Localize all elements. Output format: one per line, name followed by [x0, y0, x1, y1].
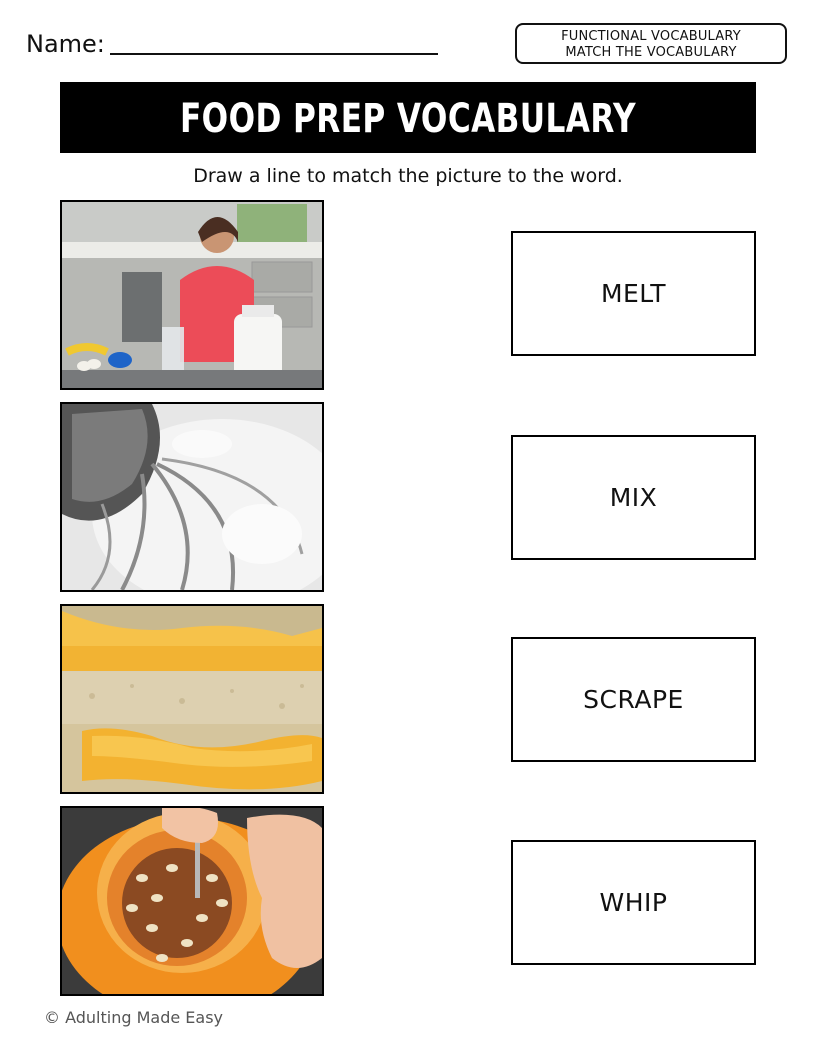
name-label: Name: — [26, 30, 105, 58]
title-banner — [60, 82, 756, 153]
picture-mix[interactable] — [60, 200, 324, 390]
category-badge — [515, 23, 787, 64]
badge-line-1: FUNCTIONAL VOCABULARY — [561, 29, 741, 44]
name-line[interactable] — [110, 53, 438, 55]
picture-whip[interactable] — [60, 402, 324, 592]
instructions: Draw a line to match the picture to the word. — [193, 165, 623, 187]
badge-line-2: MATCH THE VOCABULARY — [565, 45, 737, 60]
word-box-melt[interactable]: MELT — [511, 231, 756, 356]
copyright-footer: © Adulting Made Easy — [44, 1008, 224, 1027]
picture-scrape[interactable] — [60, 806, 324, 996]
word-box-whip[interactable]: WHIP — [511, 840, 756, 965]
word-box-mix[interactable]: MIX — [511, 435, 756, 560]
picture-melt[interactable] — [60, 604, 324, 794]
word-box-scrape[interactable]: SCRAPE — [511, 637, 756, 762]
page-title: FOOD PREP VOCABULARY — [179, 96, 637, 142]
